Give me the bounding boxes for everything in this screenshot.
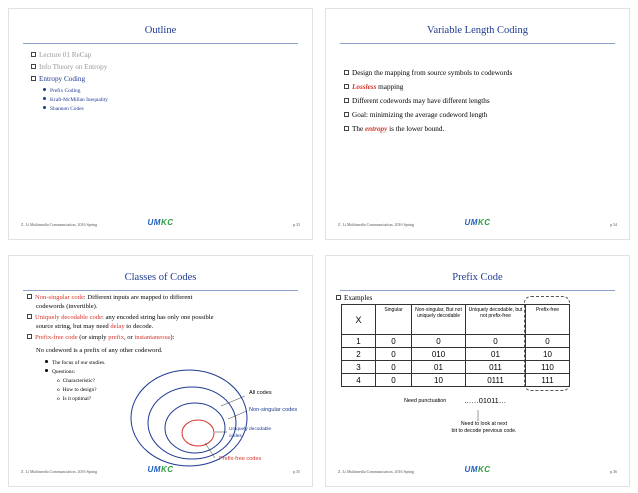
bullet-item: Uniquely decodable code: any encoded string has only one possible (27, 314, 214, 322)
slide-title: Classes of Codes (124, 272, 197, 283)
question-item: o How to design? (57, 387, 97, 393)
sub-bullet-item: Kraft-McMillan Inequality (43, 97, 108, 104)
question-item: o Is it optimal? (57, 396, 92, 402)
university-logo: UMKC (464, 218, 491, 227)
title-divider (23, 43, 298, 44)
checkbox-bullet-icon (31, 64, 36, 69)
checkbox-bullet-icon (344, 98, 349, 103)
table-cell: 10 (526, 348, 570, 361)
page-number: p.35 (293, 469, 300, 474)
question-item: o Characteristic? (57, 378, 96, 384)
look-ahead-note: Need to look at next bit to decode previous code. (451, 421, 517, 434)
table-header-cell: Non-singular, But not uniquely decodable (412, 305, 466, 335)
table-cell: 111 (526, 374, 570, 387)
uniquely-decodable-label: Uniquely decodable codes (229, 427, 272, 439)
table-header-cell: Uniquely decodable, but not prefix-free (466, 305, 526, 335)
title-divider (340, 43, 615, 44)
bullet-item: Lecture 01 ReCap (31, 51, 91, 60)
page-number: p.33 (293, 222, 300, 227)
annotation-pointer (326, 256, 630, 487)
checkbox-bullet-icon (31, 52, 36, 57)
checkbox-bullet-icon (344, 84, 349, 89)
bullet-continuation: codewords (invertible). (36, 303, 98, 310)
table-cell: 0 (376, 348, 412, 361)
all-codes-label: All codes (249, 390, 272, 396)
table-header-cell: Singular (376, 305, 412, 335)
dot-bullet-icon (43, 88, 46, 91)
slide-footer (338, 465, 617, 477)
pointer-line (221, 396, 245, 406)
table-cell: 4 (342, 374, 376, 387)
table-header-cell: Prefix-free (526, 305, 570, 335)
checkbox-bullet-icon (31, 76, 36, 81)
slide-classes-of-codes (8, 255, 313, 487)
table-cell: 3 (342, 361, 376, 374)
table-cell: 0 (376, 335, 412, 348)
slide-outline (8, 8, 313, 240)
sub-bullet-item: Questions: (45, 369, 75, 376)
dot-bullet-icon (43, 106, 46, 109)
table-cell: 0 (412, 335, 466, 348)
non-singular-ellipse (148, 387, 236, 459)
slide-footer (21, 465, 300, 477)
bullet-item: Design the mapping from source symbols to codewords (344, 69, 512, 78)
table-cell: 110 (526, 361, 570, 374)
slide-variable-length-coding (325, 8, 630, 240)
bullet-continuation: source string, but may need delay to decode. (36, 323, 154, 330)
bullet-item: Entropy Coding (31, 75, 85, 84)
table-cell: 0 (376, 361, 412, 374)
dot-bullet-icon (43, 97, 46, 100)
table-header-cell: X (342, 305, 376, 335)
slide-prefix-code (325, 255, 630, 487)
table-cell: 01 (466, 348, 526, 361)
university-logo: UMKC (464, 465, 491, 474)
table-cell: 0 (466, 335, 526, 348)
bullet-item: Goal: minimizing the average codeword length (344, 111, 488, 120)
footer-text: Z. Li Multimedia Communciation, 2016 Spring (338, 469, 415, 474)
checkbox-bullet-icon (344, 70, 349, 75)
footer-text: Z. Li Multimedia Communciation, 2016 Spring (21, 469, 98, 474)
code-classes-venn-diagram (9, 256, 313, 487)
university-logo: UMKC (147, 218, 174, 227)
bullet-item: Lossless mapping (344, 83, 403, 92)
table-cell: 0 (526, 335, 570, 348)
table-cell: 01 (412, 361, 466, 374)
table-cell: 2 (342, 348, 376, 361)
slide-title: Outline (144, 25, 177, 36)
footer-text: Z. Li Multimedia Communciation, 2016 Spring (21, 222, 98, 227)
table-cell: 0 (376, 374, 412, 387)
table-cell: 010 (412, 348, 466, 361)
definition-line: No codeword is a prefix of any other codeword. (36, 347, 163, 354)
bit-string-example: ……01011… (464, 396, 507, 405)
checkbox-bullet-icon (344, 112, 349, 117)
bullet-item: Prefix-free code (or simply prefix, or instantaneous): (27, 334, 174, 342)
bullet-item: Different codewords may have different lengths (344, 97, 490, 106)
slide-footer (21, 218, 300, 230)
footer-text: Z. Li Multimedia Communciation, 2016 Spring (338, 222, 415, 227)
checkbox-bullet-icon (344, 126, 349, 131)
table-cell: 011 (466, 361, 526, 374)
university-logo: UMKC (147, 465, 174, 474)
bullet-item: Info Theory on Entropy (31, 63, 107, 72)
slide-title: Prefix Code (452, 272, 503, 283)
sub-bullet-item: Prefix Coding (43, 88, 80, 95)
slide-footer (338, 218, 617, 230)
page-number: p.36 (610, 469, 617, 474)
table-cell: 10 (412, 374, 466, 387)
page-number: p.34 (610, 222, 617, 227)
table-cell: 0111 (466, 374, 526, 387)
slide-title: Variable Length Coding (427, 25, 528, 36)
sub-bullet-item: Shannon Codes (43, 106, 84, 113)
need-punctuation-label: Need punctuation (404, 398, 447, 404)
pointer-line (228, 411, 247, 419)
bullet-item: The entropy is the lower bound. (344, 125, 444, 134)
table-cell: 1 (342, 335, 376, 348)
bullet-item: Non-singular code: Different inputs are mapped to different (27, 294, 192, 302)
bullet-item: Examples (336, 294, 372, 303)
prefix-free-codes-label: Prefix-free codes (219, 456, 262, 462)
sub-bullet-item: The focus of our studies. (45, 360, 105, 367)
non-singular-codes-label: Non-singular codes (249, 407, 298, 413)
prefix-free-ellipse (182, 420, 214, 446)
